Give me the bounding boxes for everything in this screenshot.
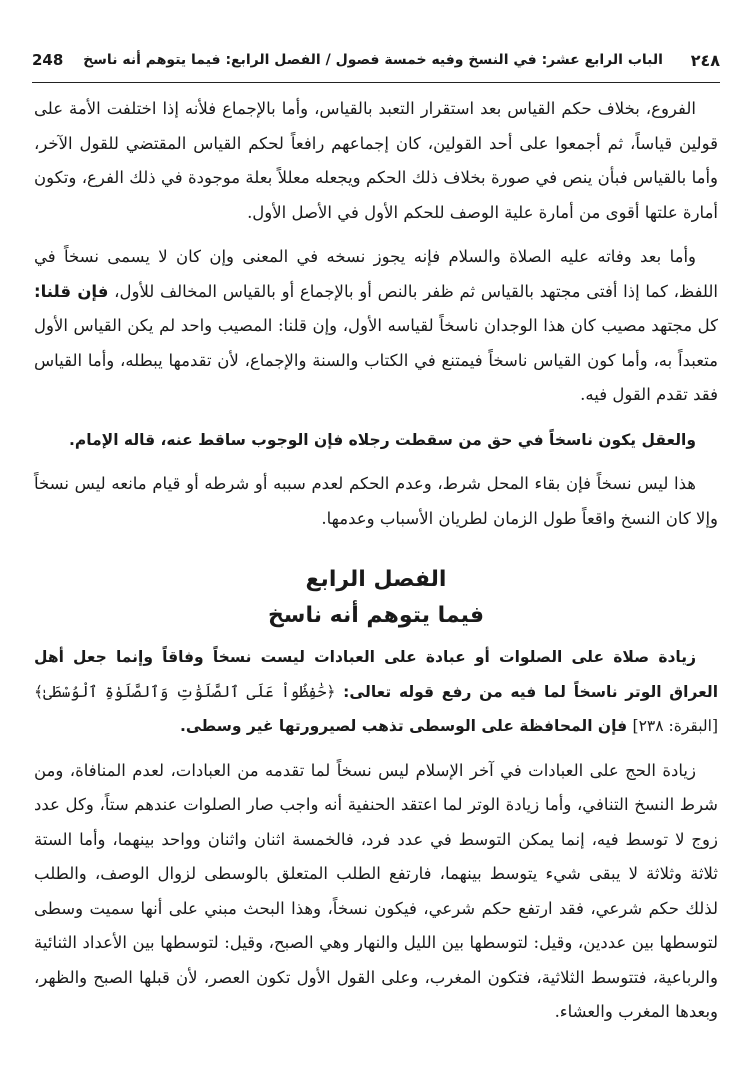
paragraph-3-matn: والعقل يكون ناسخاً في حق من سقطت رجلاه فإن الوجوب ساقط عنه، قاله الإمام. xyxy=(69,430,696,449)
paragraph-2-emphasis: فإن قلنا: xyxy=(34,281,109,301)
paragraph-2-part-a: وأما بعد وفاته عليه الصلاة والسلام فإنه يجوز نسخه في المعنى وإن كان لا يسمى نسخاً في اللفظ، كما إذا أفتى مجتهد بالقياس ثم ظفر بالنص أو بالإجماع أو بالقياس المخالف للأول، xyxy=(34,247,718,301)
book-page xyxy=(32,40,720,1060)
paragraph-5-part-b: فإن المحافظة على الوسطى تذهب لصيرورتها غير وسطى. xyxy=(179,717,628,735)
paragraph-4: هذا ليس نسخاً فإن بقاء المحل شرط، وعدم الحكم لعدم سببه أو شرطه أو قيام مانعه ليس نسخاً وإلا كان النسخ واقعاً طول الزمان لطريان الأسباب وعدمها. xyxy=(34,474,718,528)
paragraph-1: الفروع، بخلاف حكم القياس بعد استقرار التعبد بالقياس، وأما بالإجماع فلأنه إذا اختلفت الأمة على قولين قياساً، ثم أجمعوا على أحد القولين، كان إجماعهم رافعاً لحكم القياس المقتضي للقول الآخر، وأما بالقياس فبأن ينص في صورة بخلاف ذلك الحكم ويجعله معللاً بعلة موجودة في ذلك الفرع، وتكون أمارة علتها أقوى من أمارة علية الوصف للحكم الأول في الأصل الأول. xyxy=(34,99,718,222)
page-body xyxy=(34,92,718,1030)
header-divider xyxy=(32,82,720,83)
paragraph-2 xyxy=(34,240,718,413)
paragraph-6: زيادة الحج على العبادات في آخر الإسلام ليس نسخاً لما تقدمه من العبادات، لعدم المنافاة، ومن شرط النسخ التنافي، وأما زيادة الوتر لما اعتقد الحنفية أنه واجب صار الصلوات عندهم ستاً، وكل عدد زوج لا توسط فيه، إنما يمكن التوسط في عدد فرد، فالخمسة اثنان واثنان وواحد بينهما، وأما الستة ثلاثة وثلاثة لا يبقى شيء يتوسط بينهما، فارتفع الطلب المتعلق بالوسطى لزوال الوصف، والطلب لذلك حكم شرعي، فقد ارتفع حكم شرعي، فيكون نسخاً، وهذا البحث مبني على أنها سميت وسطى لتوسطها بين عددين، وقيل: لتوسطها بين الليل والنهار وهي الصبح، وقيل: لتوسطها بين الأعداد الثنائية والرباعية، فتتوسط الثلاثية، فتكون المغرب، وعلى القول الأول تكون العصر، لأن قبلها الصبح والظهر، وبعدها المغرب والعشاء. xyxy=(34,760,718,1021)
chapter-subtitle: فيما يتوهم أنه ناسخ xyxy=(267,603,485,628)
chapter-heading: الفصل الرابع xyxy=(305,567,447,592)
paragraph-5-part-a: زيادة صلاة على الصلوات أو عبادة على العبادات ليست نسخاً وفاقاً وإنما جعل أهل العراق الوتر ناسخاً لما فيه من رفع قوله تعالى: xyxy=(34,648,719,701)
paragraph-2-part-b: كل مجتهد مصيب كان هذا الوجدان ناسخاً لقياسه الأول، وإن قلنا: المصيب واحد لم يكن القياس الأول متعبداً به، وأما كون القياس ناسخاً فيمتنع في الكتاب والسنة والإجماع، لأن تقدمها يبطله، وأما القياس فقد تقدم القول فيه. xyxy=(34,316,718,404)
running-header-title: الباب الرابع عشر: في النسخ وفيه خمسة فصول / الفصل الرابع: فيما يتوهم أنه ناسخ xyxy=(83,52,663,68)
page-number-arabic: ٢٤٨ xyxy=(690,50,720,70)
quran-verse: ﴿حَٰفِظُواْ عَلَى ٱلصَّلَوَٰتِ وَٱلصَّلَوٰةِ ٱلْوُسْطَىٰ﴾ xyxy=(34,682,336,701)
verse-reference: [البقرة: ٢٣٨] xyxy=(632,717,718,735)
page-number-latin: 248 xyxy=(32,51,64,69)
paragraph-5-matn xyxy=(34,640,718,744)
running-header xyxy=(32,44,720,76)
